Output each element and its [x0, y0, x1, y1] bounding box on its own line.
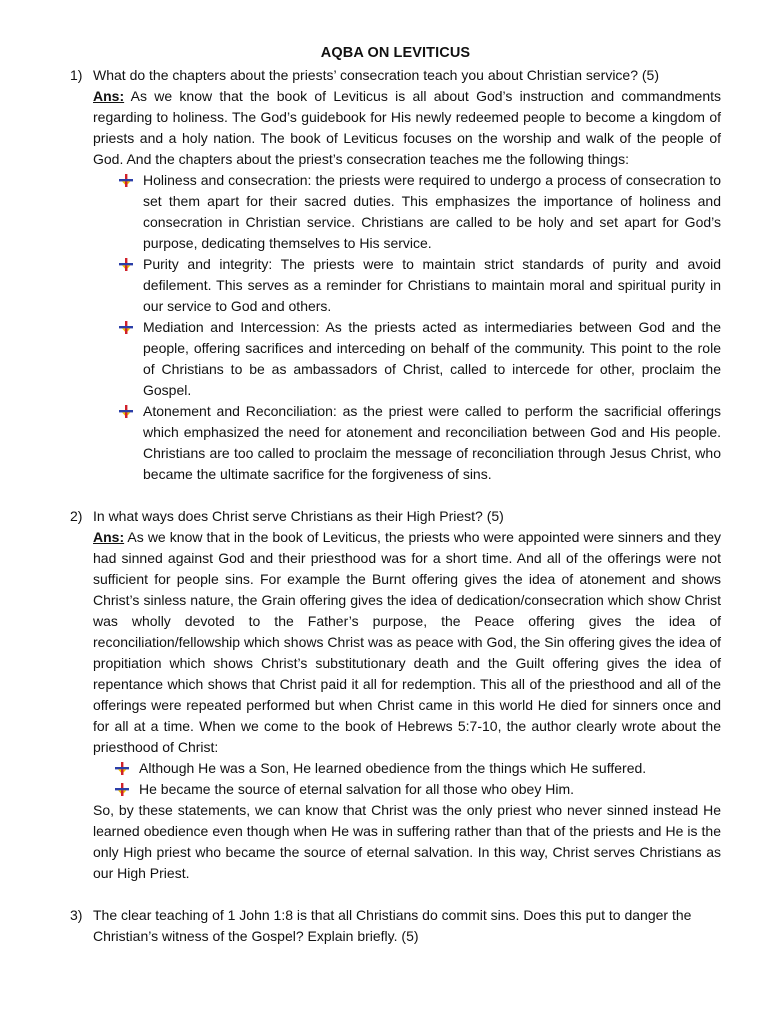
question-1: [70, 65, 721, 485]
question-body: [93, 506, 721, 884]
spacer: [70, 884, 721, 905]
answer-text: As we know that in the book of Leviticus, the priests who were appointed were sinners and they had sinned against God and their priesthood was for a short time. And all of the offerings were not sufficient for people sins. For example the Burnt offering gives the idea of atonement and shows Christ’s sinless nature, the Grain offering gives the idea of dedication/consecration which show Christ was wholly devoted to the Father’s purpose, the Peace offering gives the idea of reconciliation/fellowship which shows Christ was as peace with God, the Sin offering gives the idea of propitiation which shows Christ’s substitutionary death and the Guilt offering gives the idea of repentance which shows that Christ paid it all for redemption. This all of the priesthood and all of the offerings were repeated performed but when Christ came in this world He died for sinners once and for all at a time. When we come to the book of Hebrews 5:7-10, the author clearly wrote about the priesthood of Christ:: [93, 529, 721, 755]
arrow-bullet-icon: [115, 779, 139, 800]
answer-paragraph: [93, 527, 721, 758]
answer-label: Ans:: [93, 529, 125, 545]
question-number: 2): [70, 508, 83, 524]
question-3: [70, 905, 721, 947]
question-2: [70, 506, 721, 884]
question-text: In what ways does Christ serve Christians as their High Priest? (5): [93, 508, 504, 524]
question-body: [93, 905, 721, 947]
arrow-bullet-icon: [119, 170, 143, 254]
document-title: AQBA ON LEVITICUS: [320, 45, 471, 61]
list-item: He became the source of eternal salvation for all those who obey Him.: [93, 779, 721, 800]
answer-paragraph: [93, 86, 721, 170]
arrow-bullet-icon: [119, 401, 143, 485]
bullet-list: [93, 170, 721, 485]
question-body: [93, 65, 721, 485]
list-item: Holiness and consecration: the priests were required to undergo a process of consecration to set them apart for their sacred duties. This emphasizes the importance of holiness and consecration in Christian service. Christians are called to be holy and set apart for God’s purpose, dedicating themselves to His service.: [93, 170, 721, 254]
spacer: [70, 485, 721, 506]
arrow-bullet-icon: [119, 254, 143, 317]
question-text: What do the chapters about the priests’ consecration teach you about Christian service? (5): [93, 67, 660, 83]
list-item: Atonement and Reconciliation: as the priest were called to perform the sacrificial offerings which emphasized the need for atonement and reconciliation between God and His people. Christians are too called to proclaim the message of reconciliation through Jesus Christ, who became the ultimate sacrifice for the forgiveness of sins.: [93, 401, 721, 485]
closing-paragraph: So, by these statements, we can know that Christ was the only priest who never sinned instead He learned obedience even though when He was in suffering rather than that of the priests and He is the only High priest who became the source of eternal salvation. In this way, Christ serves Christians as our High Priest.: [93, 802, 721, 881]
bullet-list: [93, 758, 721, 800]
answer-text: As we know that the book of Leviticus is all about God’s instruction and commandments regarding to holiness. The God’s guidebook for His newly redeemed people to become a kingdom of priests and a holy nation. The book of Leviticus focuses on the worship and walk of the people of God. And the chapters about the priest’s consecration teaches me the following things:: [93, 88, 721, 167]
list-item: Purity and integrity: The priests were to maintain strict standards of purity and avoid defilement. This serves as a reminder for Christians to maintain moral and spiritual purity in our service to God and others.: [93, 254, 721, 317]
list-item: Mediation and Intercession: As the priests acted as intermediaries between God and the people, offering sacrifices and interceding on behalf of the community. This point to the role of Christians to be as ambassadors of Christ, called to intercede for other, proclaim the Gospel.: [93, 317, 721, 401]
question-number: 1): [70, 67, 83, 83]
answer-label: Ans:: [93, 88, 125, 104]
question-number: 3): [70, 907, 83, 923]
list-item: Although He was a Son, He learned obedience from the things which He suffered.: [93, 758, 721, 779]
document-page: [70, 44, 721, 947]
arrow-bullet-icon: [115, 758, 139, 779]
question-text: The clear teaching of 1 John 1:8 is that all Christians do commit sins. Does this put to danger the Christian’s witness of the Gospel? Explain briefly. (5): [93, 907, 692, 944]
arrow-bullet-icon: [119, 317, 143, 401]
